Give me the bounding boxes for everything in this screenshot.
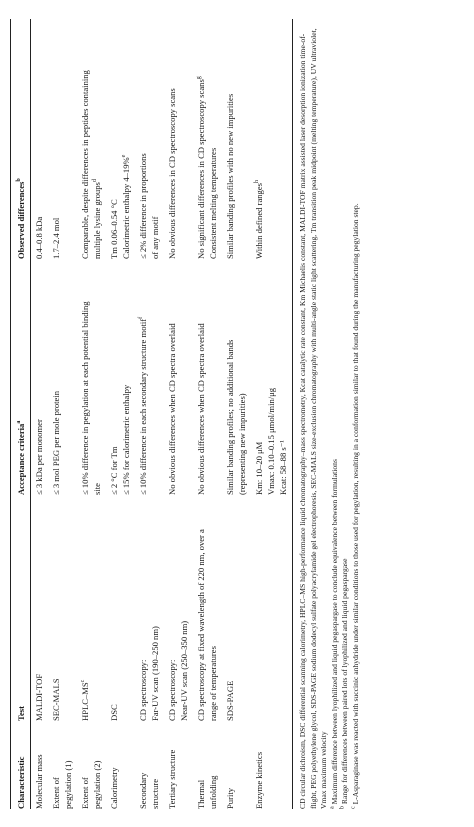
cell-line: Thermal (196, 779, 206, 809)
cell-test (77, 495, 106, 721)
cell-line: Similar banding profiles with no new impurities (225, 93, 235, 259)
header-row (11, 19, 31, 809)
cell-acceptance (135, 259, 164, 495)
cell-acceptance (251, 259, 293, 495)
cell-line: Within defined ranges$^h$ (254, 179, 264, 259)
table-row (193, 19, 222, 809)
cell-line: (representing new impurities) (237, 393, 247, 495)
cell-observed (48, 19, 77, 259)
cell-line: Kcat: 58–88 s⁻¹ (278, 440, 288, 495)
cell-line: Secondary (138, 772, 148, 809)
cell-line: HPLC–$MS^c$ (80, 679, 90, 721)
cell-test (251, 495, 293, 721)
footnote-a-text: Maximum difference between lyophilized and liquid pegaspargase to conclude equivalence between formulations (329, 459, 339, 805)
table-row (77, 19, 106, 809)
cell-line: structure (150, 778, 160, 809)
cell-test (193, 495, 222, 721)
cell-line: ≤ 3 mol PEG per mole protein (51, 390, 61, 495)
table-container (10, 19, 465, 809)
footnotes (298, 19, 361, 809)
footnote-mark: h (254, 179, 261, 183)
cell-characteristic (164, 721, 193, 809)
table-row (251, 19, 293, 809)
cell-line: No obvious differences in CD spectroscopy scans (167, 88, 177, 259)
footnote-a-mark: a (328, 806, 335, 809)
cell-line: DSC (109, 704, 119, 721)
header-acceptance-sup: a (16, 420, 23, 424)
footnote-c-mark: c (349, 806, 356, 809)
cell-line: Molecular mass (34, 754, 44, 809)
cell-characteristic (135, 721, 164, 809)
footnote-mark: c (80, 679, 87, 683)
cell-line: SDS-PAGE (225, 680, 235, 721)
cell-line: Far-UV scan (190–250 nm) (150, 626, 160, 721)
footnote-mark: e (121, 154, 128, 158)
table-row (164, 19, 193, 809)
cell-acceptance (222, 259, 251, 495)
cell-characteristic (251, 721, 293, 809)
cell-acceptance (164, 259, 193, 495)
cell-line: Consistent melting temperatures (208, 147, 218, 259)
cell-line: SEC-MALS (51, 678, 61, 721)
cell-line: Extent of (51, 777, 61, 809)
comparison-table (10, 19, 293, 809)
cell-line: CD spectroscopy at fixed wavelength of 220 nm, over a (196, 529, 206, 721)
header-test: Test (11, 495, 31, 721)
cell-characteristic (77, 721, 106, 809)
cell-characteristic (222, 721, 251, 809)
table-row (48, 19, 77, 809)
cell-line: Km: 10–20 μM (254, 441, 264, 495)
cell-line: MALDI-TOF (34, 673, 44, 721)
cell-line: Calorimetry (109, 767, 119, 809)
cell-line: ≤ 2% difference in proportions (138, 153, 148, 259)
cell-observed (135, 19, 164, 259)
cell-line: Vmax: 0.10–0.15 μmol/min/μg (266, 387, 276, 495)
cell-observed (106, 19, 135, 259)
cell-observed (251, 19, 293, 259)
cell-test (164, 495, 193, 721)
header-observed-sup: b (16, 178, 23, 182)
cell-test (222, 495, 251, 721)
cell-line: Enzyme kinetics (254, 751, 264, 809)
footnote-mark: g (196, 76, 203, 80)
cell-acceptance (48, 259, 77, 495)
cell-line: ≤ 15% for calorimetric enthalpy (121, 384, 131, 495)
cell-characteristic (48, 721, 77, 809)
cell-observed (193, 19, 222, 259)
cell-observed (164, 19, 193, 259)
footnote-mark: d (92, 179, 99, 183)
footnote-b (340, 19, 351, 809)
cell-line: CD spectroscopy: (167, 659, 177, 721)
cell-line: Purity (225, 787, 235, 809)
cell-line: unfolding (208, 775, 218, 809)
cell-characteristic (193, 721, 222, 809)
cell-line: CD spectroscopy: (138, 659, 148, 721)
cell-line: of any motif (150, 216, 160, 259)
cell-line: No significant differences in CD spectroscopy scans$^g$ (196, 76, 206, 259)
footnote-c-text: L-Asparaginase was reacted with succinic anhydride under similar conditions to those used for pegylation, resulting in a conformation similar to that found during the manufacturing pegylation step. (350, 203, 360, 805)
cell-line: No obvious differences when CD spectra overlaid (196, 323, 206, 495)
cell-test (31, 495, 49, 721)
footnote-abbreviations: CD circular dichroism, DSC differential scanning calorimetry, HPLC–MS high-performance liquid chromatography–mass spectrometry, Kcat catalytic rate constant, Km Michaelis constant, MALDI-TOF matrix assisted laser desorption ionization time-of-flight, PEG polyethylene glycol, SDS-PAGE sodium dodecyl sulfate polyacrylamide gel electrophoresis, SEC-MALS size-exclusion chromatography with multi-angle static light scattering, Tm transition peak midpoint (melting temperature), UV ultraviolet, Vmax maximum velocity (298, 28, 328, 809)
cell-observed (31, 19, 49, 259)
cell-line: ≤ 10% difference in pegylation at each potential binding (80, 301, 90, 495)
cell-line: ≤ 2 °C for Tm (109, 446, 119, 495)
cell-line: pegylation (2) (92, 760, 102, 809)
header-observed-label: Observed differences (16, 181, 26, 259)
cell-line: multiple lysine groups$^d$ (92, 179, 102, 259)
cell-acceptance (106, 259, 135, 495)
cell-line: Tertiary structure (167, 749, 177, 809)
footnote-c (351, 19, 362, 809)
footnote-a (330, 19, 341, 809)
cell-test (135, 495, 164, 721)
cell-line: pegylation (1) (63, 760, 73, 809)
cell-observed (222, 19, 251, 259)
header-observed (11, 19, 31, 259)
cell-characteristic (31, 721, 49, 809)
cell-test (106, 495, 135, 721)
header-acceptance (11, 259, 31, 495)
table-row (222, 19, 251, 809)
header-acceptance-label: Acceptance criteria (16, 423, 26, 495)
footnote-b-text: Range for differences between paired lots of lyophilized and liquid pegaspargase (340, 558, 349, 805)
cell-line: range of temperatures (208, 646, 218, 721)
cell-line: Calorimetric enthalpy 4–19%$^e$ (121, 154, 131, 259)
cell-acceptance (193, 259, 222, 495)
cell-line: Extent of (80, 777, 90, 809)
table-row (106, 19, 135, 809)
cell-line: No obvious differences when CD spectra overlaid (167, 323, 177, 495)
table-body (31, 19, 293, 809)
cell-line: site (92, 483, 102, 495)
cell-line: 0.4–0.8 kDa (34, 216, 44, 259)
cell-line: Similar banding profiles; no additional bands (225, 339, 235, 495)
cell-line: Near-UV scan (250–350 nm) (179, 620, 189, 721)
cell-test (48, 495, 77, 721)
cell-acceptance (31, 259, 49, 495)
cell-line: ≤ 3 kDa per monomer (34, 419, 44, 495)
cell-line: Tm 0.06–0.54 °C (109, 199, 119, 259)
footnote-b-mark: b (339, 806, 346, 809)
cell-line: Comparable, despite differences in peptides containing (80, 70, 90, 259)
table-row (135, 19, 164, 809)
table-row (31, 19, 49, 809)
cell-line: 1.7–2.4 mol (51, 217, 61, 259)
cell-acceptance (77, 259, 106, 495)
cell-characteristic (106, 721, 135, 809)
cell-line: ≤ 10% difference in each secondary structure motif$^f$ (138, 316, 148, 495)
header-characteristic: Characteristic (11, 721, 31, 809)
footnote-mark: f (138, 316, 145, 319)
cell-observed (77, 19, 106, 259)
